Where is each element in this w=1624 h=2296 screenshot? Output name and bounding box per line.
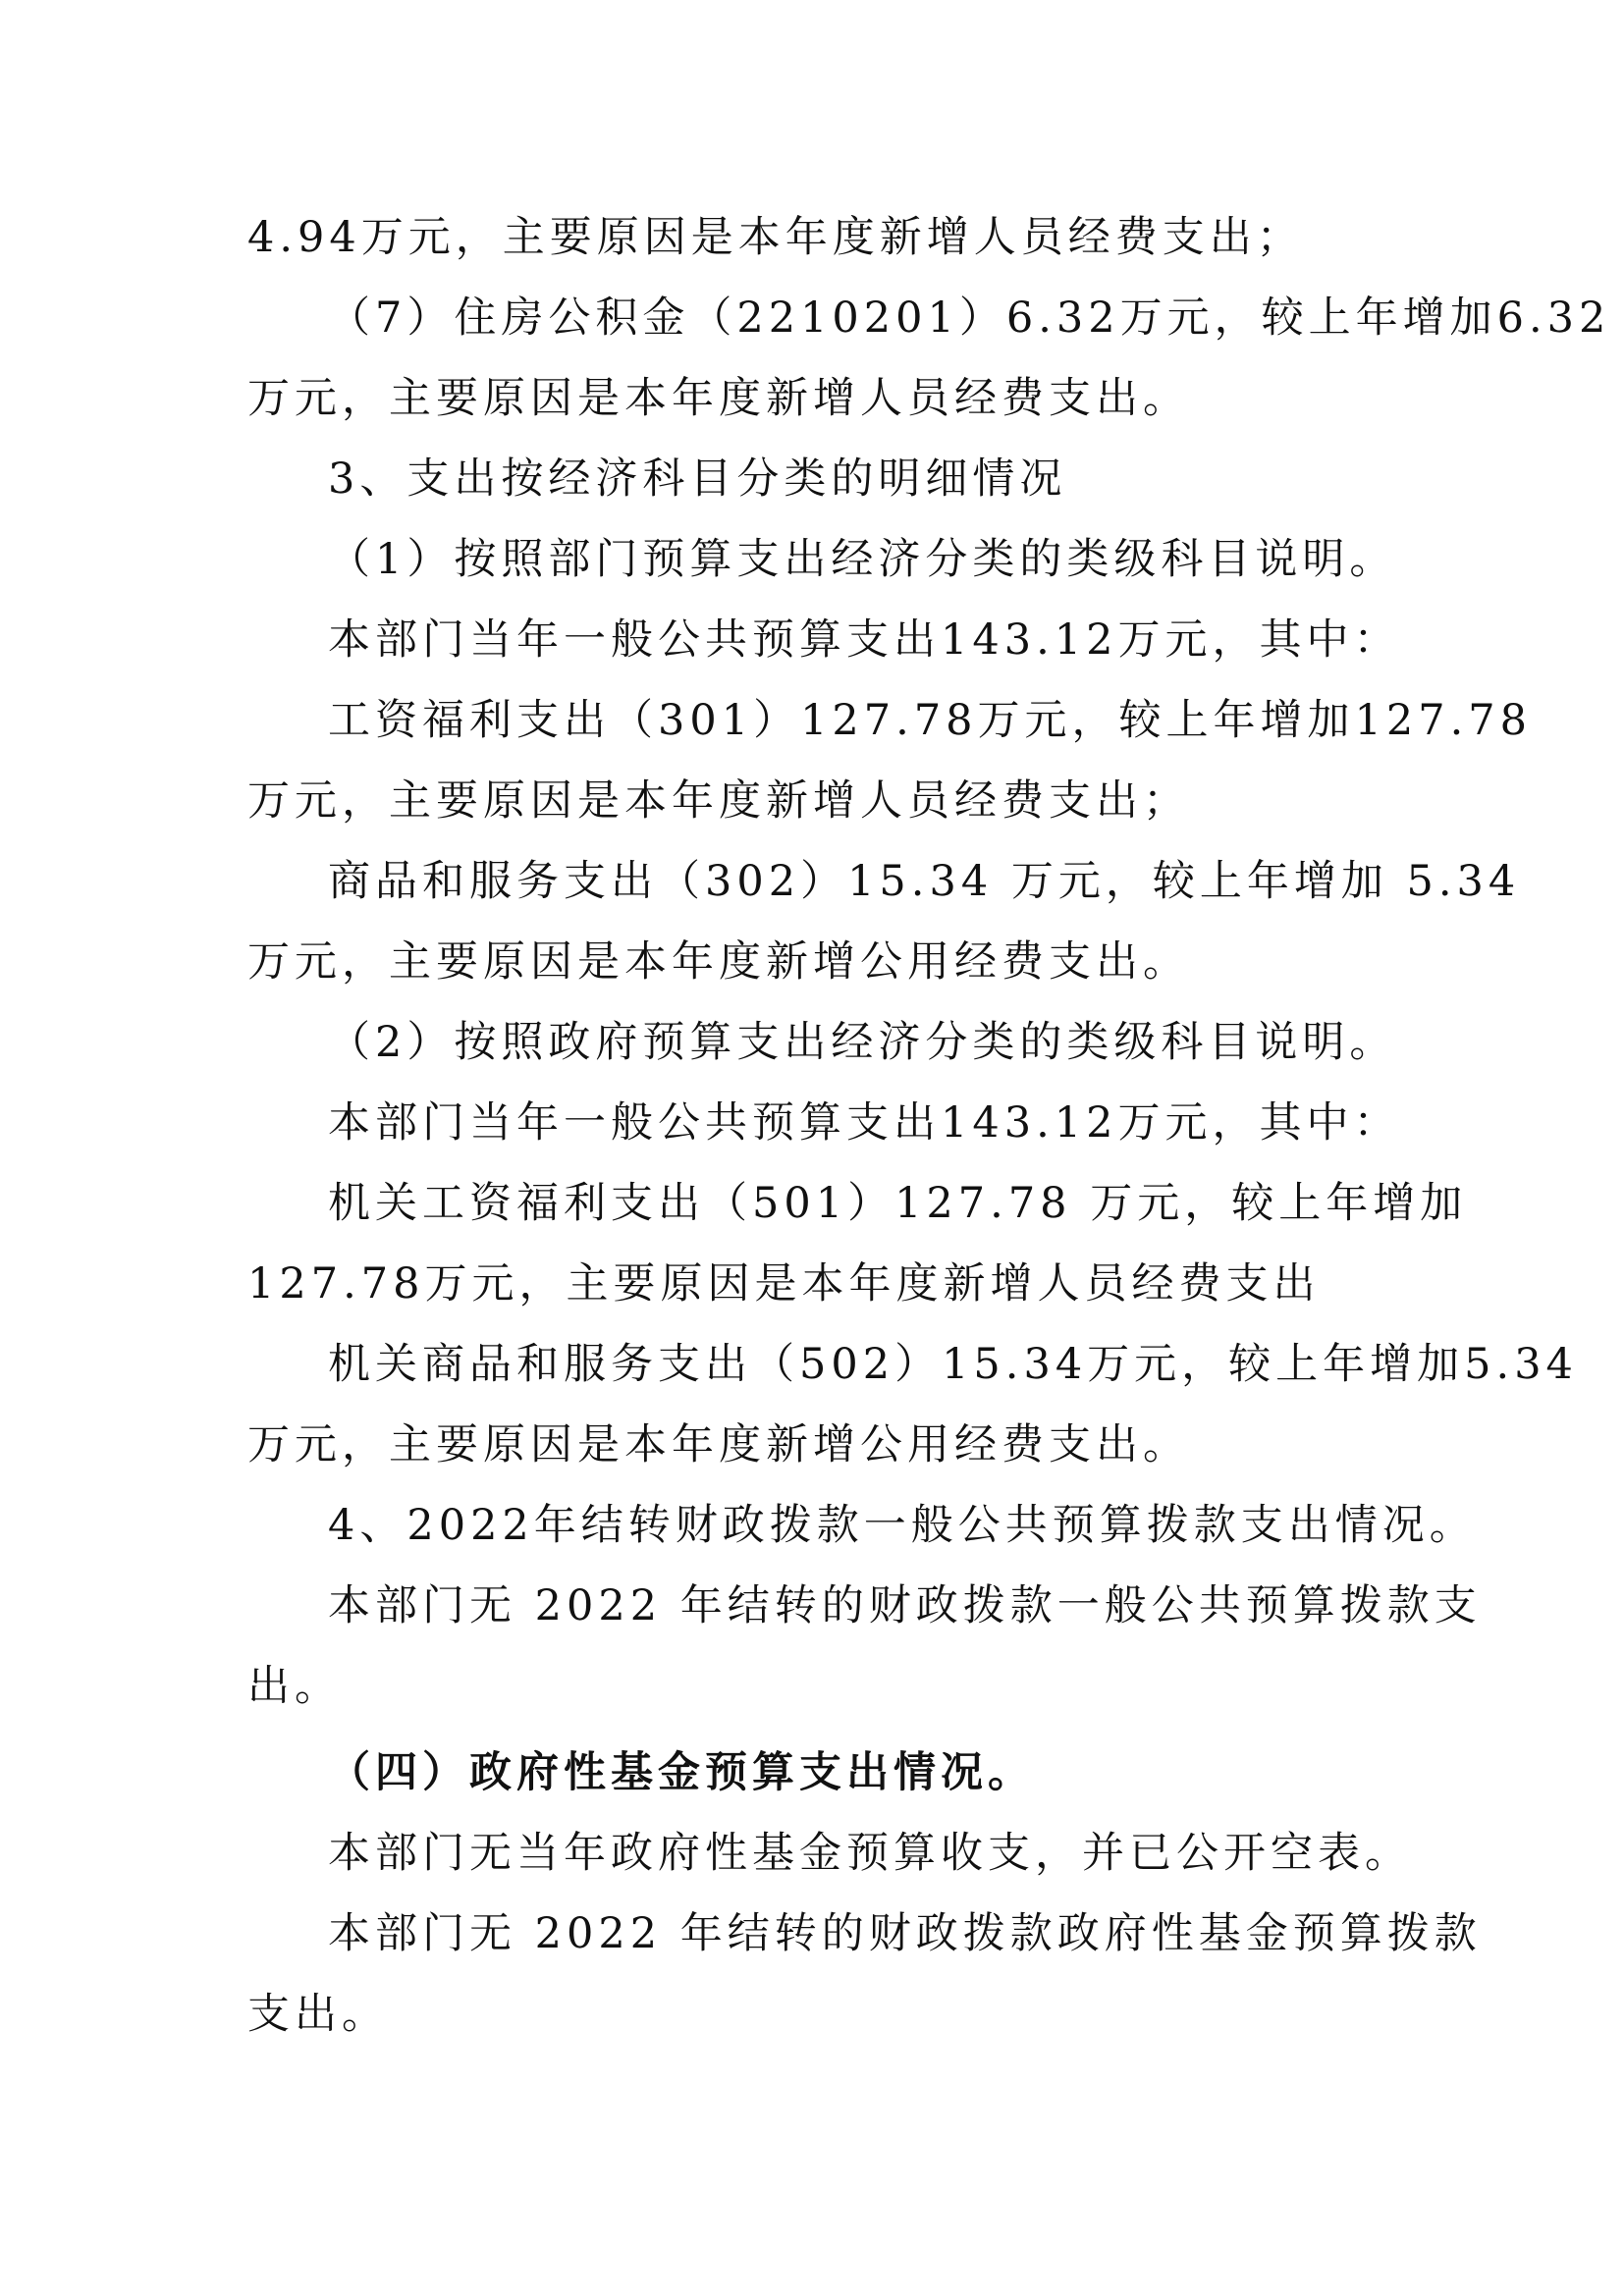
text-line-13: 机关工资福利支出（501）127.78 万元，较上年增加 — [328, 1179, 1468, 1228]
text-line-4: 3、支出按经济科目分类的明细情况 — [328, 454, 1067, 504]
text-line-22: 本部门无 2022 年结转的财政拨款政府性基金预算拨款 — [328, 1909, 1482, 1958]
text-line-19: 出。 — [247, 1662, 342, 1711]
text-line-17: 4、2022年结转财政拨款一般公共预算拨款支出情况。 — [328, 1501, 1477, 1550]
text-line-2: （7）住房公积金（2210201）6.32万元，较上年增加6.32 — [328, 294, 1611, 343]
text-line-3: 万元，主要原因是本年度新增人员经费支出。 — [247, 374, 1190, 423]
section-heading: （四）政府性基金预算支出情况。 — [328, 1748, 1035, 1797]
text-line-11: （2）按照政府预算支出经济分类的类级科目说明。 — [328, 1018, 1397, 1067]
text-line-12: 本部门当年一般公共预算支出143.12万元，其中： — [328, 1098, 1401, 1148]
text-line-21: 本部门无当年政府性基金预算收支，并已公开空表。 — [328, 1829, 1412, 1878]
text-line-6: 本部门当年一般公共预算支出143.12万元，其中： — [328, 615, 1401, 665]
text-line-23: 支出。 — [247, 1990, 389, 2039]
text-line-18: 本部门无 2022 年结转的财政拨款一般公共预算拨款支 — [328, 1581, 1482, 1630]
text-line-15: 机关商品和服务支出（502）15.34万元，较上年增加5.34 — [328, 1340, 1578, 1389]
text-line-5: （1）按照部门预算支出经济分类的类级科目说明。 — [328, 535, 1397, 584]
text-line-1: 4.94万元，主要原因是本年度新增人员经费支出； — [247, 213, 1304, 262]
text-line-10: 万元，主要原因是本年度新增公用经费支出。 — [247, 937, 1190, 987]
text-line-9: 商品和服务支出（302）15.34 万元，较上年增加 5.34 — [328, 857, 1521, 906]
text-line-14: 127.78万元，主要原因是本年度新增人员经费支出 — [247, 1259, 1321, 1308]
text-line-7: 工资福利支出（301）127.78万元，较上年增加127.78 — [328, 696, 1532, 745]
text-line-8: 万元，主要原因是本年度新增人员经费支出； — [247, 776, 1190, 826]
text-line-16: 万元，主要原因是本年度新增公用经费支出。 — [247, 1420, 1190, 1469]
